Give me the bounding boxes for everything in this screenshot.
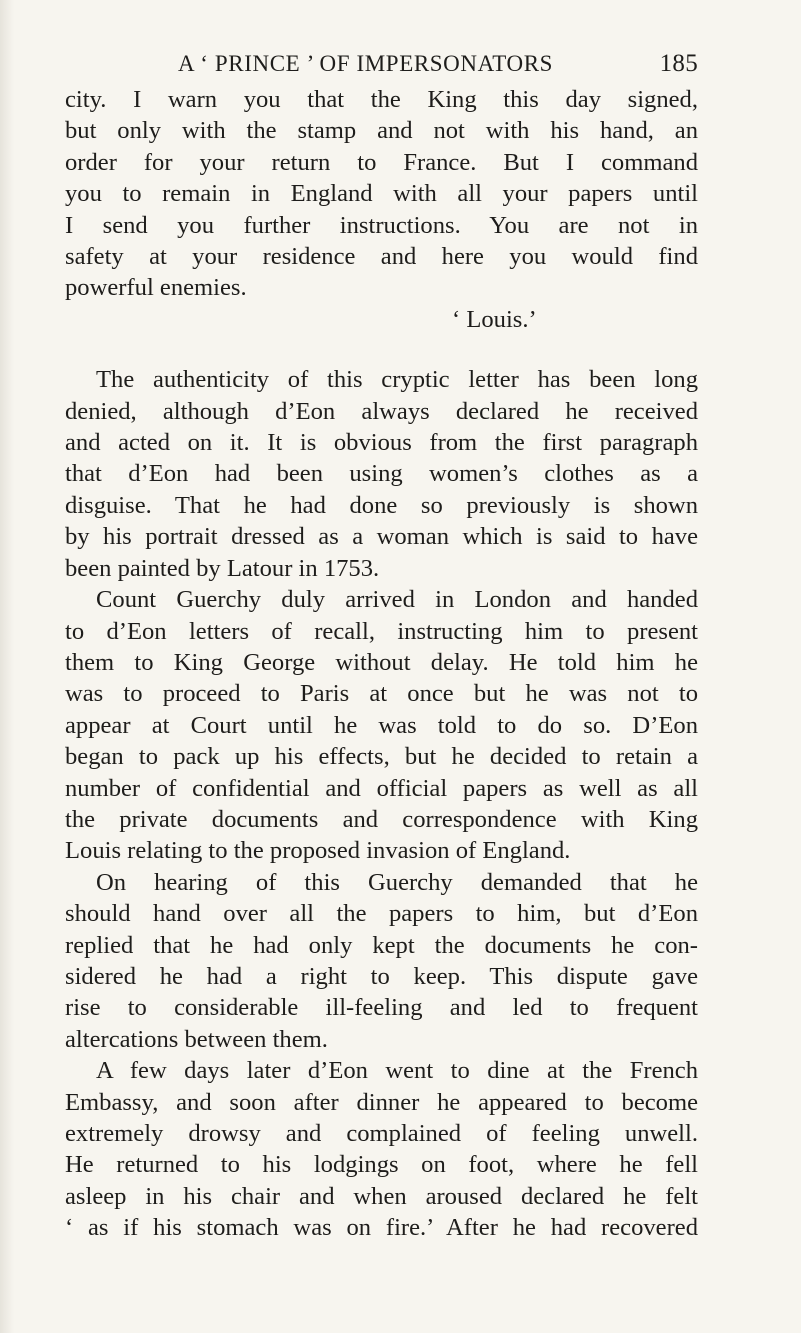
text-line: by his portrait dressed as a woman which is said to have	[65, 523, 698, 551]
text-line: I send you further instructions. You are not in	[65, 211, 698, 239]
paragraph	[65, 584, 698, 867]
text-line: The authenticity of this cryptic letter has been long	[96, 366, 698, 394]
text-line: He returned to his lodgings on foot, where he fell	[65, 1151, 698, 1179]
text-line: the private documents and correspondence with King	[65, 805, 698, 833]
text-line: altercations between them.	[65, 1025, 328, 1053]
paragraph	[65, 867, 698, 1055]
text-line: you to remain in England with all your papers until	[65, 180, 698, 208]
text-line: but only with the stamp and not with his hand, an	[65, 117, 698, 145]
text-line: extremely drowsy and complained of feeling unwell.	[65, 1120, 698, 1147]
text-line: to d’Eon letters of recall, instructing him to present	[65, 617, 698, 645]
text-line: Count Guerchy duly arrived in London and handed	[96, 586, 698, 614]
text-line: was to proceed to Paris at once but he was not to	[65, 680, 698, 708]
text-line: that d’Eon had been using women’s clothes as a	[65, 460, 698, 488]
letter-block	[65, 84, 698, 335]
text-line: ‘ as if his stomach was on fire.’ After he had recovered	[65, 1214, 698, 1242]
text-line: been painted by Latour in 1753.	[65, 554, 380, 582]
text-line: Louis relating to the proposed invasion of England.	[65, 837, 571, 865]
running-title: A ‘ PRINCE ’ OF IMPERSONATORS	[178, 51, 554, 76]
text-line: rise to considerable ill-feeling and led to frequent	[65, 994, 698, 1022]
text-line: order for your return to France. But I command	[65, 148, 698, 176]
section-gap	[65, 335, 698, 364]
text-line: safety at your residence and here you would find	[65, 243, 698, 271]
page-number: 185	[659, 50, 698, 77]
text-line: A few days later d’Eon went to dine at the French	[96, 1057, 698, 1085]
text-line: replied that he had only kept the documents he con-	[65, 931, 698, 959]
text-line: Embassy, and soon after dinner he appeared to become	[65, 1088, 698, 1116]
letter-signature: ‘ Louis.’	[452, 305, 537, 333]
running-header	[178, 44, 698, 84]
page-gutter-shadow	[0, 0, 14, 1333]
text-line: denied, although d’Eon always declared he received	[65, 397, 698, 425]
text-line: number of confidential and official papers as well as all	[65, 774, 698, 802]
text-line: disguise. That he had done so previously is shown	[65, 491, 698, 519]
text-line: appear at Court until he was told to do so. D’Eon	[65, 711, 698, 739]
text-line: began to pack up his effects, but he decided to retain a	[65, 743, 698, 771]
text-line: On hearing of this Guerchy demanded that he	[96, 868, 698, 896]
text-line: and acted on it. It is obvious from the first paragraph	[65, 429, 698, 457]
text-line: asleep in his chair and when aroused declared he felt	[65, 1182, 698, 1210]
text-line: should hand over all the papers to him, but d’Eon	[65, 900, 698, 928]
text-line: powerful enemies.	[65, 274, 247, 302]
paragraph	[65, 1055, 698, 1243]
text-line: sidered he had a right to keep. This dispute gave	[65, 962, 698, 990]
page-body	[65, 84, 698, 1244]
text-line: them to King George without delay. He told him he	[65, 648, 698, 676]
paragraph	[65, 364, 698, 584]
text-line: city. I warn you that the King this day signed,	[65, 86, 698, 113]
